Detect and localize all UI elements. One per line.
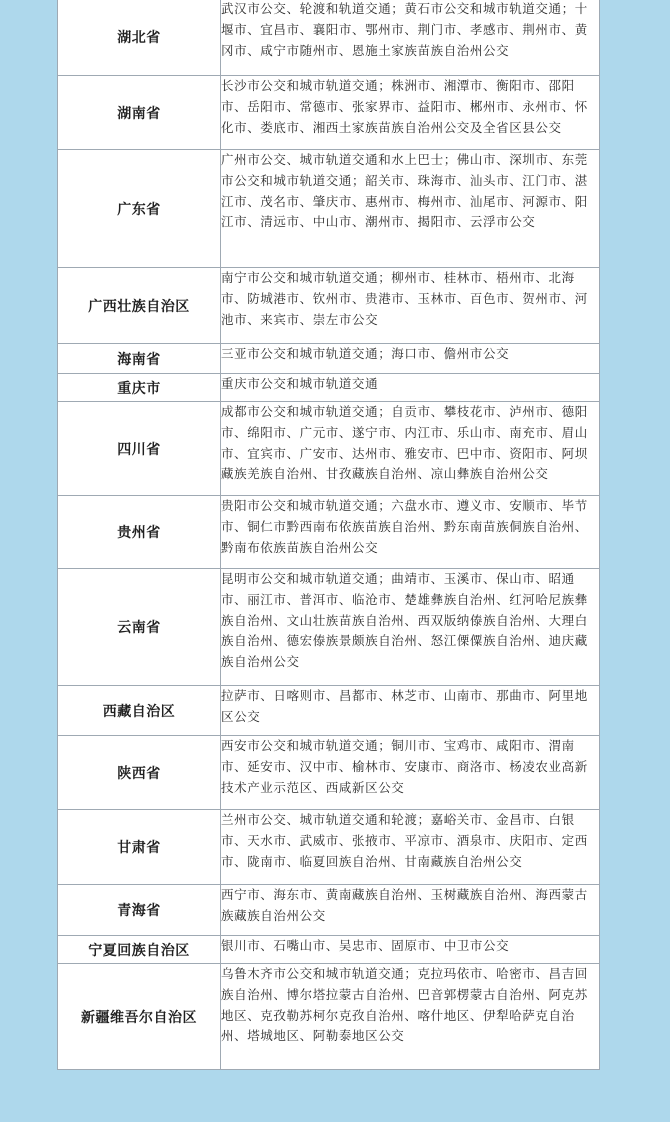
province-cell: 新疆维吾尔自治区 bbox=[58, 964, 221, 1070]
cities-cell: 贵阳市公交和城市轨道交通；六盘水市、遵义市、安顺市、毕节市、铜仁市黔西南布依族苗族自治州、黔东南苗族侗族自治州、黔南布依族苗族自治州公交 bbox=[221, 496, 600, 569]
table-row bbox=[58, 150, 600, 268]
province-cell: 云南省 bbox=[58, 569, 221, 686]
table-row bbox=[58, 76, 600, 150]
province-cell: 广东省 bbox=[58, 150, 221, 268]
cities-cell: 武汉市公交、轮渡和轨道交通；黄石市公交和城市轨道交通；十堰市、宜昌市、襄阳市、鄂州市、荆门市、孝感市、荆州市、黄冈市、咸宁市随州市、恩施土家族苗族自治州公交 bbox=[221, 0, 600, 76]
cities-cell: 拉萨市、日喀则市、昌都市、林芝市、山南市、那曲市、阿里地区公交 bbox=[221, 686, 600, 736]
cities-cell: 银川市、石嘴山市、吴忠市、固原市、中卫市公交 bbox=[221, 936, 600, 964]
table-row bbox=[58, 964, 600, 1070]
province-cell: 西藏自治区 bbox=[58, 686, 221, 736]
province-cell: 甘肃省 bbox=[58, 810, 221, 885]
table-row bbox=[58, 496, 600, 569]
table-row bbox=[58, 736, 600, 810]
province-cell: 贵州省 bbox=[58, 496, 221, 569]
cities-cell: 兰州市公交、城市轨道交通和轮渡；嘉峪关市、金昌市、白银市、天水市、武威市、张掖市、平凉市、酒泉市、庆阳市、定西市、陇南市、临夏回族自治州、甘南藏族自治州公交 bbox=[221, 810, 600, 885]
cities-cell: 西宁市、海东市、黄南藏族自治州、玉树藏族自治州、海西蒙古族藏族自治州公交 bbox=[221, 885, 600, 936]
province-cell: 湖北省 bbox=[58, 0, 221, 76]
province-cell: 四川省 bbox=[58, 402, 221, 496]
table-row bbox=[58, 344, 600, 374]
table-row bbox=[58, 268, 600, 344]
province-cell: 宁夏回族自治区 bbox=[58, 936, 221, 964]
cities-cell: 乌鲁木齐市公交和城市轨道交通；克拉玛依市、哈密市、昌吉回族自治州、博尔塔拉蒙古自治州、巴音郭楞蒙古自治州、阿克苏地区、克孜勒苏柯尔克孜自治州、喀什地区、伊犁哈萨克自治州、塔城地区、阿勒泰地区公交 bbox=[221, 964, 600, 1070]
table-row bbox=[58, 0, 600, 76]
cities-cell: 广州市公交、城市轨道交通和水上巴士；佛山市、深圳市、东莞市公交和城市轨道交通；韶关市、珠海市、汕头市、江门市、湛江市、茂名市、肇庆市、惠州市、梅州市、汕尾市、河源市、阳江市、清远市、中山市、潮州市、揭阳市、云浮市公交 bbox=[221, 150, 600, 268]
cities-cell: 成都市公交和城市轨道交通；自贡市、攀枝花市、泸州市、德阳市、绵阳市、广元市、遂宁市、内江市、乐山市、南充市、眉山市、宜宾市、广安市、达州市、雅安市、巴中市、资阳市、阿坝藏族羌族自治州、甘孜藏族自治州、凉山彝族自治州公交 bbox=[221, 402, 600, 496]
province-cell: 湖南省 bbox=[58, 76, 221, 150]
cities-cell: 昆明市公交和城市轨道交通；曲靖市、玉溪市、保山市、昭通市、丽江市、普洱市、临沧市、楚雄彝族自治州、红河哈尼族彝族自治州、文山壮族苗族自治州、西双版纳傣族自治州、大理白族自治州、德宏傣族景颇族自治州、怒江傈僳族自治州、迪庆藏族自治州公交 bbox=[221, 569, 600, 686]
table-row bbox=[58, 810, 600, 885]
table-row bbox=[58, 569, 600, 686]
province-cell: 重庆市 bbox=[58, 374, 221, 402]
table-row bbox=[58, 374, 600, 402]
cities-cell: 南宁市公交和城市轨道交通；柳州市、桂林市、梧州市、北海市、防城港市、钦州市、贵港市、玉林市、百色市、贺州市、河池市、来宾市、崇左市公交 bbox=[221, 268, 600, 344]
cities-cell: 西安市公交和城市轨道交通；铜川市、宝鸡市、咸阳市、渭南市、延安市、汉中市、榆林市、安康市、商洛市、杨凌农业高新技术产业示范区、西咸新区公交 bbox=[221, 736, 600, 810]
table-row bbox=[58, 402, 600, 496]
table-row bbox=[58, 936, 600, 964]
region-transit-table bbox=[57, 0, 600, 1070]
cities-cell: 长沙市公交和城市轨道交通；株洲市、湘潭市、衡阳市、邵阳市、岳阳市、常德市、张家界市、益阳市、郴州市、永州市、怀化市、娄底市、湘西土家族苗族自治州公交及全省区县公交 bbox=[221, 76, 600, 150]
province-cell: 海南省 bbox=[58, 344, 221, 374]
cities-cell: 三亚市公交和城市轨道交通；海口市、儋州市公交 bbox=[221, 344, 600, 374]
table-row bbox=[58, 686, 600, 736]
province-cell: 青海省 bbox=[58, 885, 221, 936]
table-row bbox=[58, 885, 600, 936]
province-cell: 广西壮族自治区 bbox=[58, 268, 221, 344]
province-cell: 陕西省 bbox=[58, 736, 221, 810]
cities-cell: 重庆市公交和城市轨道交通 bbox=[221, 374, 600, 402]
